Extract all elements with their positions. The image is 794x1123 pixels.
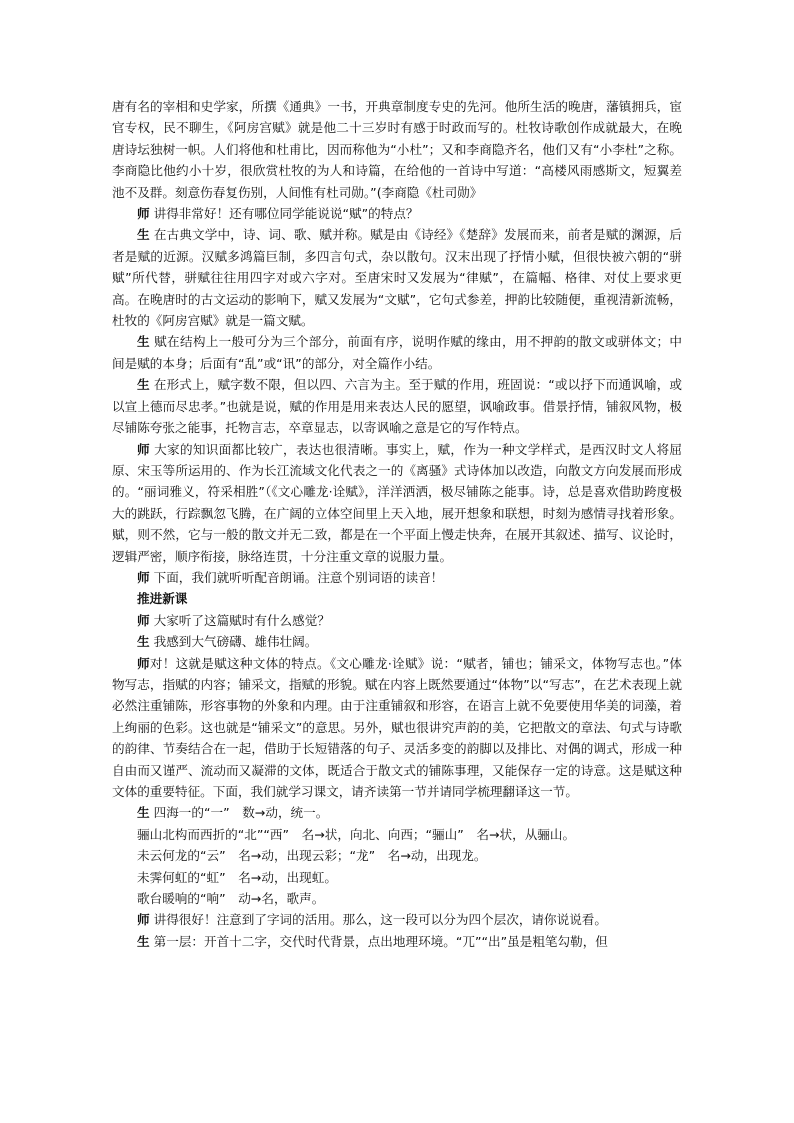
word-usage-text: 未霁何虹的“虹” 名→动，出现虹。 (137, 869, 337, 885)
paragraph-5 (112, 374, 682, 438)
paragraph-text: 四海一的“一” 数→动，统一。 (149, 805, 329, 821)
paragraph-text: 大家听了这篇赋时有什么感觉？ (149, 612, 330, 628)
word-usage-line (112, 824, 682, 845)
paragraph-text: 大家的知识面都比较广，表达也很清晰。事实上，赋，作为一种文学样式，是西汉时文人将屈原、宋玉等所运用的、作为长江流域文化代表之一的《离骚》式诗体加以改造，向散文方向发展而形成的。“丽词雅义，符采相胜”（《文心雕龙·诠赋》，洋洋洒洒，极尽铺陈之能事。诗，总是喜欢借助跨度极大的跳跃，行踪飘忽飞腾，在广阔的立体空间里上天入地，展开想象和联想，时刻为感情寻找着形象。赋，则不然，它与一般的散文并无二致，都是在一个平面上慢走快奔，在展开其叙述、描写、议论时，逻辑严密，顺序衔接，脉络连贯，十分注重文章的说服力量。 (112, 441, 682, 564)
paragraph-1 (112, 96, 682, 203)
word-usage-text: 歌台暖响的“响” 动→名，歌声。 (137, 891, 325, 907)
paragraph-9 (112, 610, 682, 631)
speaker-label: 生 (137, 377, 150, 393)
speaker-label: 生 (137, 805, 150, 821)
paragraph-text: 在形式上，赋字数不限，但以四、六言为主。至于赋的作用，班固说：“或以抒下而通讽喻，或以宣上德而尽忠孝。”也就是说，赋的作用是用来表达人民的愿望，讽喻政事。借景抒情，铺叙风物，极尽铺陈夸张之能事，托物言志，卒章显志，以寄讽喻之意是它的写作特点。 (112, 377, 683, 436)
speaker-label: 师 (137, 912, 150, 928)
paragraph-text: 讲得很好！注意到了字词的活用。那么，这一段可以分为四个层次，请你说说看。 (149, 912, 607, 928)
paragraph-text: 讲得非常好！还有哪位同学能说说“赋”的特点？ (149, 206, 419, 222)
paragraph-3 (112, 224, 682, 331)
speaker-label: 师 (137, 441, 150, 457)
speaker-label: 师 (137, 569, 150, 585)
word-usage-line (112, 867, 682, 888)
speaker-label: 生 (137, 933, 150, 949)
paragraph-17 (112, 909, 682, 930)
paragraph-text: 下面，我们就听听配音朗诵。注意个别词语的读音！ (149, 569, 444, 585)
paragraph-text: 第一层：开首十二字，交代时代背景，点出地理环境。“兀”“出”虽是粗笔勾勒，但 (149, 933, 608, 949)
speaker-label: 师 (137, 655, 150, 671)
word-usage-text: 未云何龙的“云” 名→动，出现云彩；“龙” 名→动，出现龙。 (137, 848, 487, 864)
word-usage-line (112, 888, 682, 909)
speaker-label: 师 (137, 206, 150, 222)
paragraph-text: 在古典文学中，诗、词、歌、赋并称。赋是由《诗经》《楚辞》发展而来，前者是赋的渊源，后者是赋的近源。汉赋多鸿篇巨制，多四言句式，杂以散句。汉末出现了抒情小赋，但很快被六朝的“骈赋”所代替，骈赋往往用四字对或六字对。至唐宋时又发展为“律赋”，在篇幅、格律、对仗上要求更高。在晚唐时的古文运动的影响下，赋又发展为“文赋”，它句式参差，押韵比较随便，重视清新流畅，杜牧的《阿房宫赋》就是一篇文赋。 (112, 227, 682, 329)
paragraph-10 (112, 631, 682, 652)
paragraph-6 (112, 439, 682, 567)
paragraph-7 (112, 567, 682, 588)
paragraph-text: 我感到大气磅礴、雄伟壮阔。 (149, 634, 318, 650)
paragraph-text: 唐有名的宰相和史学家，所撰《通典》一书，开典章制度专史的先河。他所生活的晚唐，藩镇拥兵，宦官专权，民不聊生，《阿房宫赋》就是他二十三岁时有感于时政而写的。杜牧诗歌创作成就最大，在晚唐诗坛独树一帜。人们将他和杜甫比，因而称他为“小杜”；又和李商隐齐名，他们又有“小李杜”之称。李商隐比他约小十岁，很欣赏杜牧的为人和诗篇，在给他的一首诗中写道：“高楼风雨感斯文，短翼差池不及群。刻意伤春复伤别，人间惟有杜司勋。”(李商隐《杜司勋》 (112, 99, 682, 200)
paragraph-2 (112, 203, 682, 224)
speaker-label: 生 (137, 634, 150, 650)
paragraph-text: 赋在结构上一般可分为三个部分，前面有序，说明作赋的缘由，用不押韵的散文或骈体文；中间是赋的本身；后面有“乱”或“讯”的部分，对全篇作小结。 (112, 334, 682, 371)
paragraph-18 (112, 931, 682, 952)
paragraph-11 (112, 653, 682, 803)
speaker-label: 师 (137, 612, 150, 628)
section-heading-text: 推进新课 (137, 591, 188, 607)
word-usage-line (112, 845, 682, 866)
document-page (112, 96, 682, 952)
section-heading (112, 588, 682, 609)
word-usage-text: 骊山北构而西折的“北”“西” 名→状，向北、向西；“骊山” 名→状，从骊山。 (137, 826, 576, 842)
paragraph-text: 对！这就是赋这种文体的特点。《文心雕龙·诠赋》说：“赋者，铺也；铺采文，体物写志也。”体物写志，指赋的内容；铺采文，指赋的形貌。赋在内容上既然要通过“体物”以“写志”，在艺术表现上就必然注重铺陈，形容事物的外象和内理。由于注重铺叙和形容，在语言上就不免要使用华美的词藻，着上绚丽的色彩。这也就是“铺采文”的意思。另外，赋也很讲究声韵的美，它把散文的章法、句式与诗歌的韵律、节奏结合在一起，借助于长短错落的句子、灵活多变的韵脚以及排比、对偶的调式，形成一种自由而又谨严、流动而又凝滞的文体，既适合于散文式的铺陈事理，又能保存一定的诗意。这是赋这种文体的重要特征。下面，我们就学习课文，请齐读第一节并请同学梳理翻译这一节。 (112, 655, 683, 799)
paragraph-12 (112, 802, 682, 823)
speaker-label: 生 (137, 334, 150, 350)
paragraph-4 (112, 331, 682, 374)
speaker-label: 生 (137, 227, 150, 243)
